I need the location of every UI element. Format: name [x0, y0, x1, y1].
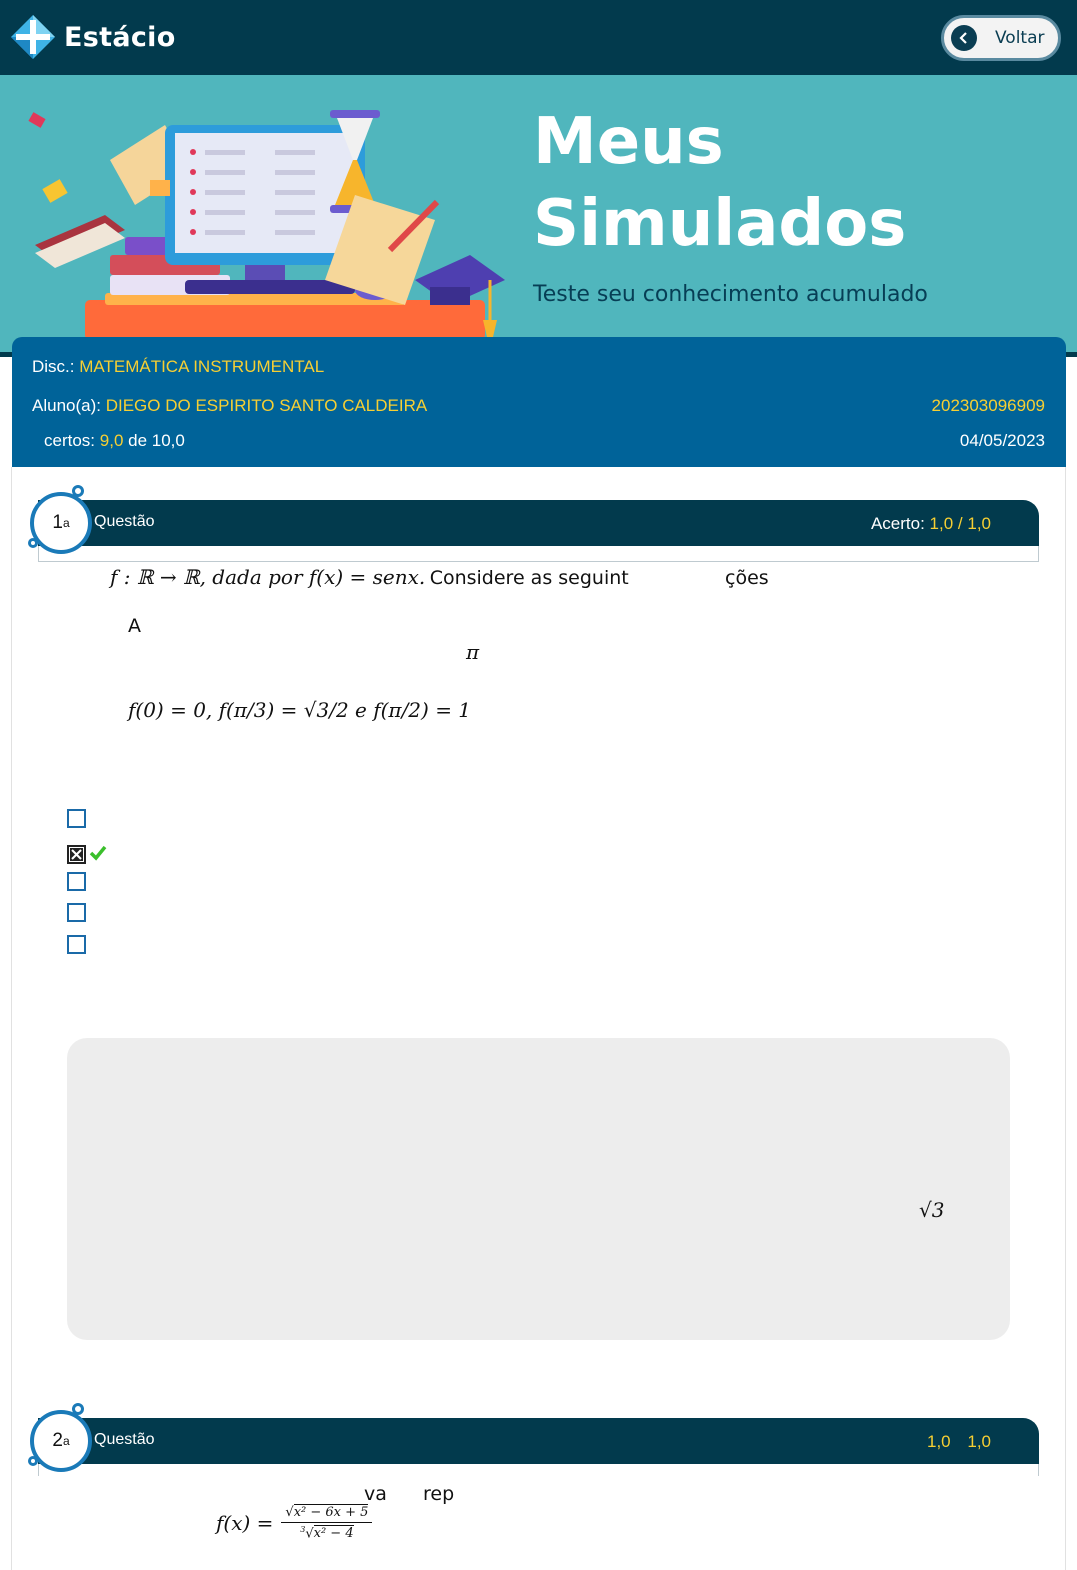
estacio-logo-icon [10, 14, 56, 60]
question-2-denominator-radicand: x² − 4 [313, 1526, 354, 1542]
chevron-left-icon [951, 25, 977, 51]
question-2-header [38, 1418, 1039, 1464]
question-1-score [871, 514, 991, 534]
option-4-checkbox[interactable] [67, 903, 86, 922]
discipline-value: MATEMÁTICA INSTRUMENTAL [79, 357, 325, 376]
correct-check-icon [89, 845, 107, 861]
badge-dot-icon [28, 1456, 38, 1466]
student-label: Aluno(a): [32, 396, 101, 415]
discipline-row [32, 357, 324, 377]
score-value: 9,0 [99, 431, 124, 450]
question-1-number: 1 [52, 512, 63, 533]
content-area [11, 467, 1066, 1570]
question-1-pi: π [466, 640, 480, 664]
student-id: 202303096909 [931, 396, 1045, 415]
badge-dot-icon [28, 538, 38, 548]
explanation-box [67, 1038, 1010, 1340]
question-1-header [38, 500, 1039, 546]
question-2-label: Questão [94, 1431, 155, 1448]
question-2-fraction [281, 1505, 372, 1541]
question-2-numerator-radicand: x² − 6x + 5 [293, 1505, 369, 1520]
question-2-score-max: 1,0 [967, 1432, 991, 1451]
question-2-formula [216, 1505, 372, 1541]
discipline-label: Disc.: [32, 357, 75, 376]
page-title-line1: Meus [533, 105, 724, 179]
student-name: DIEGO DO ESPIRITO SANTO CALDEIRA [105, 396, 428, 415]
question-1-text-tail: ções [725, 567, 769, 589]
page-title [533, 101, 906, 265]
student-row [32, 396, 427, 416]
badge-dot-icon [72, 485, 84, 497]
exam-date: 04/05/2023 [959, 431, 1045, 450]
option-1-checkbox[interactable] [67, 809, 86, 828]
question-2-number: 2 [52, 1430, 63, 1451]
page-title-line2: Simulados [533, 187, 907, 261]
question-2-formula-lhs: f(x) = [216, 1511, 274, 1536]
question-1-formula: f(0) = 0, f(π/3) = √3/2 e f(π/2) = 1 [128, 698, 472, 722]
question-1-score-label: Acerto: [870, 514, 925, 533]
badge-dot-icon [72, 1403, 84, 1415]
question-1-score-sep: / [953, 514, 968, 533]
page-subtitle: Teste seu conhecimento acumulado [533, 282, 928, 307]
question-2-score-value: 1,0 [926, 1432, 951, 1451]
question-2-numerator: √x² − 6x + 5 [281, 1505, 372, 1523]
question-1-header-underline [38, 546, 1039, 562]
student-info-panel [12, 337, 1066, 467]
question-2-score [927, 1432, 991, 1452]
question-1-score-max: 1,0 [967, 514, 991, 533]
option-3-checkbox[interactable] [67, 872, 86, 891]
brand-logo[interactable] [10, 14, 176, 60]
question-2-number-badge [30, 1410, 92, 1472]
score-total: de 10,0 [128, 431, 185, 450]
question-2-denominator: $^3$√x² − 4 [300, 1525, 354, 1542]
x-mark-icon [70, 848, 83, 861]
question-1-item-a: A [128, 615, 141, 637]
question-1-ordinal: a [62, 516, 70, 530]
top-bar [0, 0, 1077, 75]
question-1-text: Considere as seguint [429, 567, 629, 589]
score-row [44, 431, 185, 451]
back-button[interactable] [941, 15, 1061, 61]
brand-name: Estácio [64, 21, 176, 53]
question-1-function: f : ℝ → ℝ, dada por f(x) = senx. [110, 565, 426, 589]
hero-banner [0, 75, 1077, 357]
option-2-checkbox[interactable] [67, 845, 86, 864]
score-label: certos: [44, 431, 96, 450]
question-2-text-fragment-1: va [364, 1483, 387, 1505]
back-button-label: Voltar [995, 28, 1045, 48]
question-2-ordinal: a [62, 1434, 70, 1448]
hero-illustration [25, 105, 505, 345]
explanation-math: √3 [919, 1198, 945, 1222]
question-2-header-underline [38, 1464, 1039, 1476]
question-1-statement [110, 565, 629, 589]
option-5-checkbox[interactable] [67, 935, 86, 954]
question-1-number-badge [30, 492, 92, 554]
question-1-score-value: 1,0 [929, 514, 954, 533]
question-1-label: Questão [94, 513, 155, 530]
question-2-text-fragment-2: rep [423, 1483, 455, 1505]
